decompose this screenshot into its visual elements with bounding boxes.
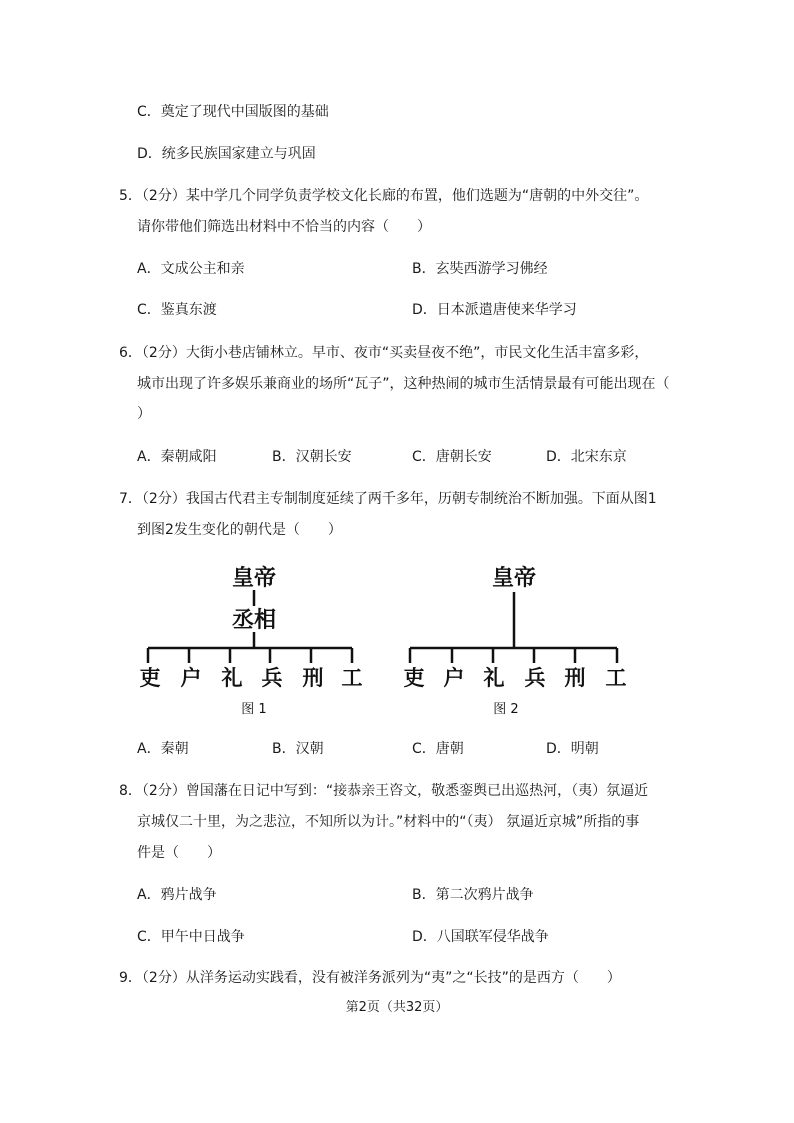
question-8-option-a: A．鸦片战争 [137,887,217,903]
question-7-option-b: B．汉朝 [272,741,324,757]
question-5-option-a: A．文成公主和亲 [137,261,245,277]
question-6-option-b: B．汉朝长安 [272,449,352,465]
question-7-option-d: D．明朝 [546,741,599,757]
figure-2-ministry-works: 工 [605,665,627,690]
question-8-stem-line3: 件是（ ） [137,845,221,861]
question-7-stem-line1: 7．（2分）我国古代君主专制制度延续了两千多年，历朝专制统治不断加强。下面从图1 [119,491,657,507]
figure-2-caption: 图 2 [493,702,519,717]
option-d: D．统多民族国家建立与巩固 [137,146,316,162]
figure-2-ministry-justice: 刑 [564,665,586,690]
question-7-option-c: C．唐朝 [412,741,464,757]
question-6-stem-line3: ） [137,406,151,422]
figure-1 [140,565,363,717]
question-6-option-d: D．北宋东京 [546,449,627,465]
figure-2-emperor: 皇帝 [491,565,537,591]
figure-1-ministry-revenue: 户 [180,665,202,690]
question-7-option-a: A．秦朝 [137,741,189,757]
question-6-option-a: A．秦朝咸阳 [137,449,217,465]
question-8-option-d: D．八国联军侵华战争 [412,929,549,945]
question-5-stem-line2: 请你带他们筛选出材料中不恰当的内容（ ） [137,219,431,235]
figure-1-emperor: 皇帝 [231,565,277,591]
question-6-option-c: C．唐朝长安 [412,449,492,465]
figure-1-ministry-war: 兵 [261,665,283,690]
figure-2 [404,565,627,717]
figure-1-ministry-rites: 礼 [221,665,243,690]
question-8-stem-line1: 8．（2分）曾国藩在日记中写到：“接恭亲王咨文，敬悉銮舆已出巡热河，（夷）氛逼近 [119,783,649,799]
question-5-option-c: C．鉴真东渡 [137,302,217,318]
question-8-option-b: B．第二次鸦片战争 [412,887,534,903]
option-c: C．奠定了现代中国版图的基础 [137,104,329,120]
question-8-stem-line2: 京城仅二十里，为之悲泣，不知所以为计。”材料中的“（夷） 氛逼近京城”所指的事 [137,814,640,830]
page-footer: 第2页（共32页） [345,1000,449,1015]
question-5-option-d: D．日本派遣唐使来华学习 [412,302,577,318]
question-6-stem-line2: 城市出现了许多娱乐兼商业的场所“瓦子”，这种热闹的城市生活情景最有可能出现在（ [137,376,670,392]
question-7-stem-line2: 到图2发生变化的朝代是（ ） [137,522,342,538]
question-8-option-c: C．甲午中日战争 [137,929,245,945]
question-5-option-b: B．玄奘西游学习佛经 [412,261,548,277]
figure-1-ministry-justice: 刑 [302,665,324,690]
figure-2-ministry-revenue: 户 [443,665,465,690]
figure-1-ministry-works: 工 [341,665,363,690]
figure-2-ministry-rites: 礼 [483,665,505,690]
figure-2-ministry-personnel: 吏 [403,665,425,690]
figure-2-ministry-war: 兵 [524,665,546,690]
figure-1-chancellor: 丞相 [231,607,277,633]
question-6-stem-line1: 6．（2分）大街小巷店铺林立。早市、夜市“买卖昼夜不绝”，市民文化生活丰富多彩， [119,345,649,361]
question-9-stem-line1: 9．（2分）从洋务运动实践看，没有被洋务派列为“夷”之“长技”的是西方（ ） [119,970,621,986]
government-structure-figures [0,560,794,725]
question-5-stem-line1: 5．（2分）某中学几个同学负责学校文化长廊的布置，他们选题为“唐朝的中外交往”。 [119,188,649,204]
figure-1-ministry-personnel: 吏 [139,665,161,690]
figure-1-caption: 图 1 [241,702,267,717]
